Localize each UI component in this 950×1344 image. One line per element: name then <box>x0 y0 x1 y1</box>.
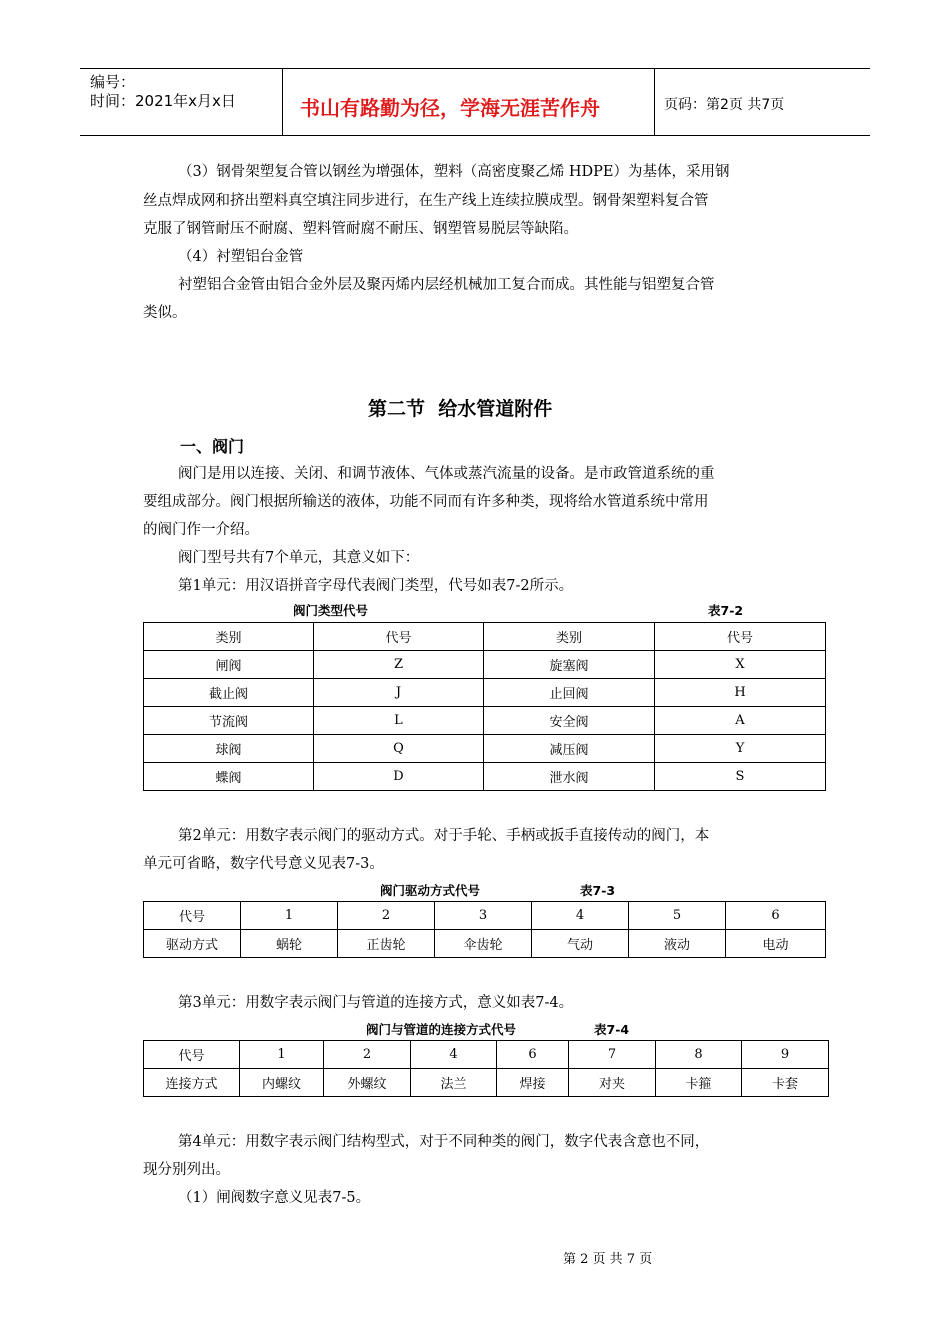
table-cell: 球阀 <box>144 735 314 763</box>
unit4-line-2: 现分别列出。 <box>143 1162 230 1178</box>
table-header-cell: 代号 <box>314 623 484 651</box>
table-cell: 3 <box>435 902 532 930</box>
table-cell: A <box>655 707 826 735</box>
intro-line-2: 丝点焊成网和挤出塑料真空填注同步进行，在生产线上连续拉膜成型。钢骨架塑料复合管 <box>143 193 709 209</box>
header-divider-left <box>282 68 283 136</box>
header-time-label: 时间：2021年x月x日 <box>90 92 236 110</box>
table-cell: 驱动方式 <box>144 930 241 958</box>
table-row <box>144 679 826 707</box>
intro-line-4: （4）衬塑铝台金管 <box>178 249 304 265</box>
page-footer: 第 2 页 共 7 页 <box>563 1252 653 1267</box>
intro-line-3: 克服了钢管耐压不耐腐、塑料管耐腐不耐压、钢塑管易脱层等缺陷。 <box>143 221 578 237</box>
table-cell: 法兰 <box>411 1069 497 1097</box>
table74-caption: 阀门与管道的连接方式代号 <box>366 1022 517 1037</box>
table72-caption: 阀门类型代号 <box>293 603 369 618</box>
table-cell: 蜗轮 <box>241 930 338 958</box>
table-cell: 6 <box>726 902 826 930</box>
unit2-line-2: 单元可省略，数字代号意义见表7-3。 <box>143 856 384 872</box>
table-cell: 减压阀 <box>484 735 655 763</box>
table-cell: J <box>314 679 484 707</box>
table-cell: 1 <box>240 1041 324 1069</box>
table-cell: Z <box>314 651 484 679</box>
table72-number: 表7-2 <box>708 603 744 618</box>
table-cell: 电动 <box>726 930 826 958</box>
table-cell: 6 <box>497 1041 569 1069</box>
table-cell: 7 <box>569 1041 656 1069</box>
table-cell: 蝶阀 <box>144 763 314 791</box>
table-cell: 卡套 <box>742 1069 829 1097</box>
table-row <box>144 707 826 735</box>
table-cell: 8 <box>656 1041 742 1069</box>
table-cell: 代号 <box>144 1041 240 1069</box>
table-cell: 卡箍 <box>656 1069 742 1097</box>
table-cell: 泄水阀 <box>484 763 655 791</box>
table-cell: 9 <box>742 1041 829 1069</box>
table74 <box>143 1040 829 1097</box>
table-cell: 节流阀 <box>144 707 314 735</box>
table-cell: H <box>655 679 826 707</box>
unit4-line-1: 第4单元：用数字表示阀门结构型式，对于不同种类的阀门，数字代表含意也不同， <box>178 1134 710 1150</box>
table72 <box>143 622 826 791</box>
table-cell: D <box>314 763 484 791</box>
table-row <box>144 1069 829 1097</box>
table-cell: 正齿轮 <box>338 930 435 958</box>
table-cell: 1 <box>241 902 338 930</box>
table-cell: 安全阀 <box>484 707 655 735</box>
unit1-para: 第1单元：用汉语拼音字母代表阀门类型，代号如表7-2所示。 <box>178 578 574 594</box>
table-cell: 内螺纹 <box>240 1069 324 1097</box>
unit4-line-3: （1）闸阀数字意义见表7-5。 <box>178 1190 371 1206</box>
table-cell: 连接方式 <box>144 1069 240 1097</box>
table-cell: 5 <box>629 902 726 930</box>
table-header-cell: 类别 <box>484 623 655 651</box>
table-cell: 截止阀 <box>144 679 314 707</box>
table-row <box>144 623 826 651</box>
table-cell: 2 <box>324 1041 411 1069</box>
table-header-cell: 代号 <box>655 623 826 651</box>
unit3-line-1: 第3单元：用数字表示阀门与管道的连接方式，意义如表7-4。 <box>178 995 574 1011</box>
valve-para-line-1: 阀门是用以连接、关闭、和调节液体、气体或蒸汽流量的设备。是市政管道系统的重 <box>178 466 715 482</box>
header-motto: 书山有路勤为径，学海无涯苦作舟 <box>300 96 600 120</box>
intro-line-1: （3）钢骨架塑复合管以钢丝为增强体，塑料（高密度聚乙烯 HDPE）为基体，采用钢 <box>178 164 730 180</box>
intro-line-6: 类似。 <box>143 305 187 321</box>
table-row <box>144 763 826 791</box>
table-cell: Q <box>314 735 484 763</box>
table-cell: 液动 <box>629 930 726 958</box>
table-cell: 止回阀 <box>484 679 655 707</box>
table74-number: 表7-4 <box>594 1022 630 1037</box>
unit2-line-1: 第2单元：用数字表示阀门的驱动方式。对于手轮、手柄或扳手直接传动的阀门，本 <box>178 828 710 844</box>
table73-caption: 阀门驱动方式代号 <box>380 883 481 898</box>
valve-model-para: 阀门型号共有7个单元，其意义如下： <box>178 550 420 566</box>
header-top-rule <box>80 68 870 69</box>
table-cell: 代号 <box>144 902 241 930</box>
valve-para-line-2: 要组成部分。阀门根据所输送的液体，功能不同而有许多种类，现将给水管道系统中常用 <box>143 494 709 510</box>
header-page-info: 页码：第2页 共7页 <box>664 97 785 113</box>
section-title: 第二节 给水管道附件 <box>368 398 553 420</box>
table-cell: 闸阀 <box>144 651 314 679</box>
sub-title-valve: 一、阀门 <box>180 437 245 456</box>
table-cell: L <box>314 707 484 735</box>
table-cell: 4 <box>532 902 629 930</box>
table-cell: 外螺纹 <box>324 1069 411 1097</box>
table-cell: X <box>655 651 826 679</box>
table-cell: 气动 <box>532 930 629 958</box>
table-row <box>144 930 826 958</box>
header-bottom-rule <box>80 135 870 136</box>
table-cell: 对夹 <box>569 1069 656 1097</box>
header-divider-right <box>654 68 655 136</box>
table-cell: 4 <box>411 1041 497 1069</box>
table73-number: 表7-3 <box>580 883 616 898</box>
table-cell: S <box>655 763 826 791</box>
table-cell: Y <box>655 735 826 763</box>
table73 <box>143 901 826 958</box>
header-number-label: 编号： <box>90 73 136 91</box>
intro-line-5: 衬塑铝合金管由铝合金外层及聚丙烯内层经机械加工复合而成。其性能与铝塑复合管 <box>178 277 715 293</box>
valve-para-line-3: 的阀门作一介绍。 <box>143 522 259 538</box>
table-cell: 旋塞阀 <box>484 651 655 679</box>
table-cell: 2 <box>338 902 435 930</box>
table-row <box>144 651 826 679</box>
table-row <box>144 735 826 763</box>
table-row <box>144 1041 829 1069</box>
table-header-cell: 类别 <box>144 623 314 651</box>
table-row <box>144 902 826 930</box>
table-cell: 伞齿轮 <box>435 930 532 958</box>
table-cell: 焊接 <box>497 1069 569 1097</box>
